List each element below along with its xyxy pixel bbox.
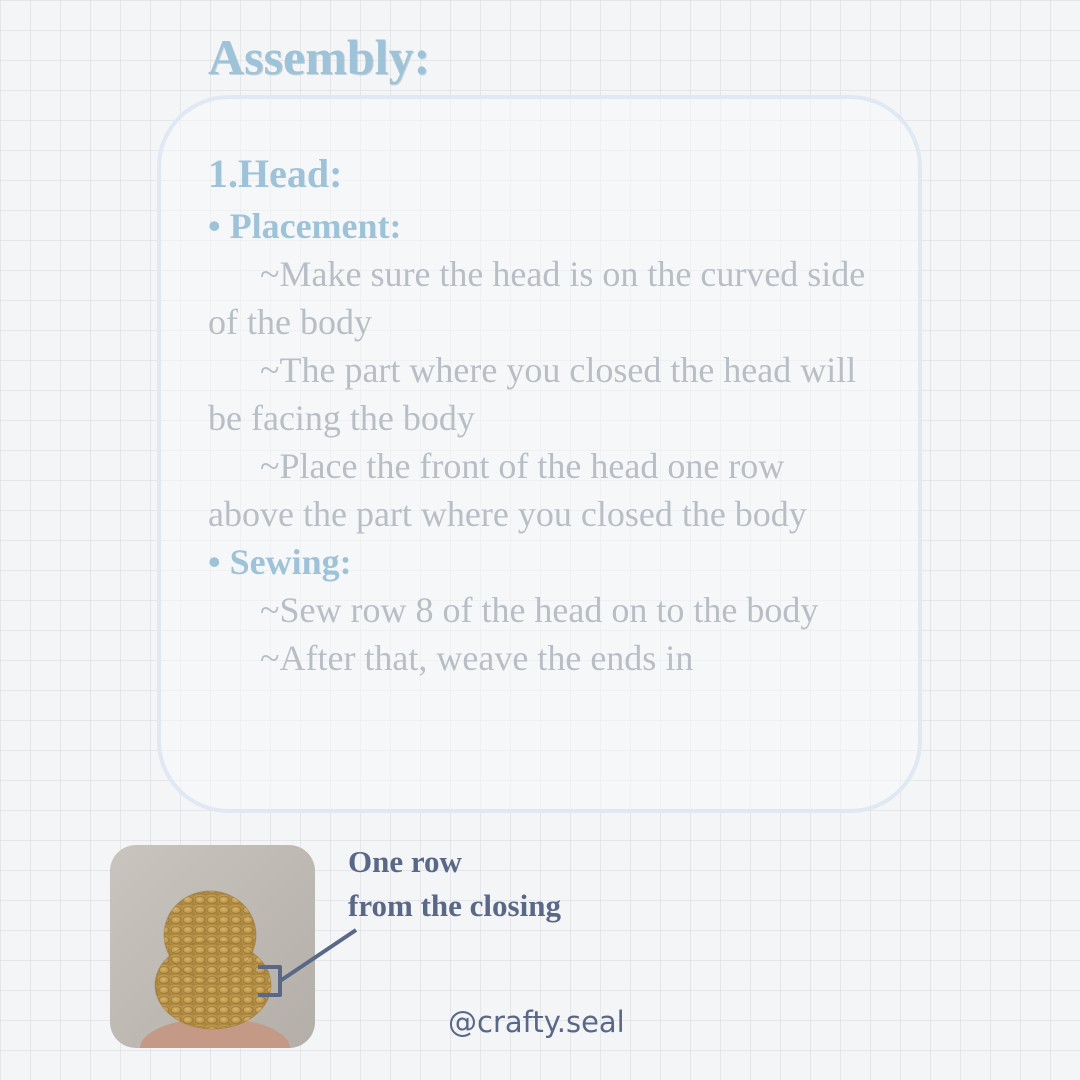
callout-line-1: One row <box>348 844 462 879</box>
callout-line-2: from the closing <box>348 888 561 923</box>
page-title: Assembly: <box>208 29 431 85</box>
placement-step: ~The part where you closed the head will be facing the body <box>208 350 857 438</box>
instructions-content <box>208 150 868 682</box>
sewing-step: ~Sew row 8 of the head on to the body <box>260 590 819 630</box>
sewing-label: • Sewing: <box>208 542 352 582</box>
author-handle: @crafty.seal <box>448 1005 625 1039</box>
section-heading: 1.Head: <box>208 151 343 196</box>
callout-connector-line <box>250 925 360 1005</box>
placement-step: ~Place the front of the head one row above the part where you closed the body <box>208 446 807 534</box>
callout-label <box>348 840 561 928</box>
sewing-step: ~After that, weave the ends in <box>260 638 694 678</box>
placement-step: ~Make sure the head is on the curved side of the body <box>208 254 866 342</box>
placement-label: • Placement: <box>208 206 402 246</box>
